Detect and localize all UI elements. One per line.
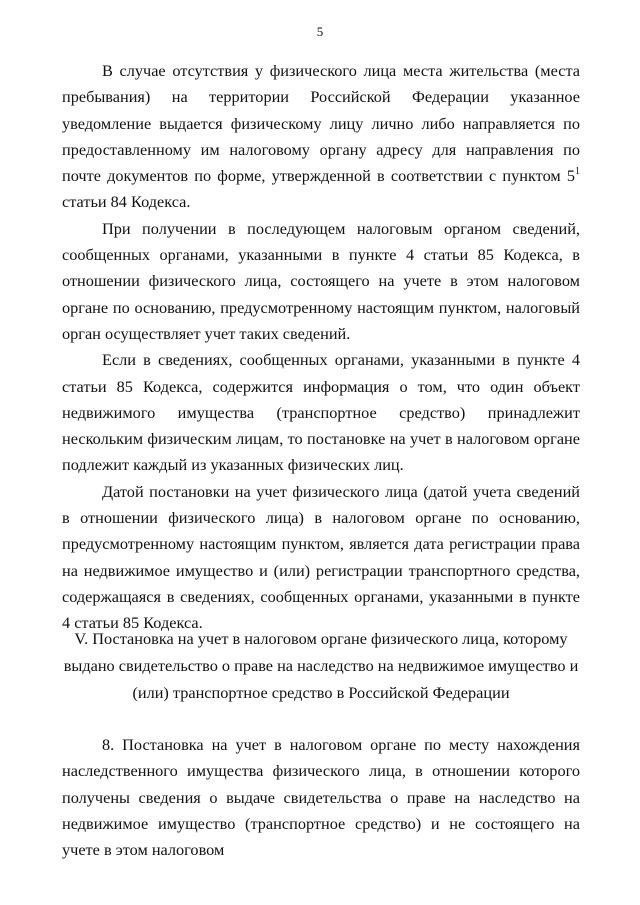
section-heading: V. Постановка на учет в налоговом органе физического лица, которому выдано свидетельство о праве на наследство на недвижимое имущество и (или) транспортное средство в Российской Федерации [63,629,579,702]
paragraph-text-tail: статьи 84 Кодекса. [62,192,191,212]
page-number: 5 [316,24,324,39]
superscript: 1 [575,165,580,177]
body-text-bottom [62,732,580,863]
paragraph [62,58,580,216]
paragraph: Датой постановки на учет физического лица (датой учета сведений в отношении физического лица) в налоговом органе по основанию, предусмотренному настоящим пунктом, является дата регистрации права на недвижимое имущество и (или) регистрации транспортного средства, содержащаяся в сведениях, сообщенных органами, указанными в пункте 4 статьи 85 Кодекса. [62,481,580,633]
body-text-top [62,58,580,637]
paragraph: Если в сведениях, сообщенных органами, указанными в пункте 4 статьи 85 Кодекса, содержится информация о том, что один объект недвижимого имущества (транспортное средство) принадлежит нескольким физическим лицам, то постановке на учет в налоговом органе подлежит каждый из указанных физических лиц. [62,350,580,475]
paragraph: 8. Постановка на учет в налоговом органе по месту нахождения наследственного имущества физического лица, в отношении которого получены сведения о выдаче свидетельства о праве на наследство на недвижимое имущество (транспортное средство) и не состоящего на учете в этом налоговом [62,735,580,860]
paragraph: При получении в последующем налоговым органом сведений, сообщенных органами, указанными в пункте 4 статьи 85 Кодекса, в отношении физического лица, состоящего на учете в этом налоговом органе по основанию, предусмотренному настоящим пунктом, налоговый орган осуществляет учет таких сведений. [62,218,580,343]
paragraph-text: В случае отсутствия у физического лица места жительства (места пребывания) на территории Российской Федерации указанное уведомление выдается физическому лицу лично либо направляется по предоставленному им налоговому органу адресу для направления по почте документов по форме, утвержденной в соответствии с пунктом 5 [62,61,580,186]
